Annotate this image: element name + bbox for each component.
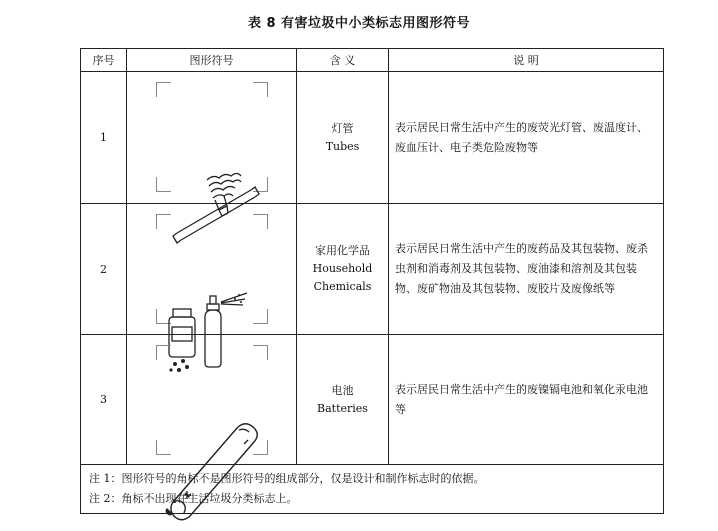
header-meaning: 含 义 (297, 49, 389, 72)
symbol-cell (127, 72, 297, 204)
meaning-en: Tubes (325, 139, 360, 153)
meaning-cn: 灯管 (331, 121, 354, 135)
battery-icon (127, 400, 297, 529)
header-number: 序号 (81, 49, 127, 72)
header-row (81, 49, 664, 72)
row-number: 3 (81, 335, 127, 465)
symbols-table (80, 48, 664, 514)
meaning-en: Batteries (317, 401, 368, 415)
note-2: 注 2：角标不出现在生活垃圾分类标志上。 (89, 492, 298, 505)
header-symbol: 图形符号 (127, 49, 297, 72)
row-number: 1 (81, 72, 127, 204)
meaning-cell (297, 335, 389, 465)
meaning-cn: 家用化学品 (315, 244, 370, 257)
table-row (81, 72, 664, 204)
row-number: 2 (81, 204, 127, 335)
description-cell: 表示居民日常生活中产生的废镍镉电池和氧化汞电池等 (389, 335, 664, 465)
symbol-cell (127, 335, 297, 465)
table-row (81, 204, 664, 335)
symbol-cell (127, 204, 297, 335)
note-1: 注 1：图形符号的角标不是图形符号的组成部分，仅是设计和制作标志时的依据。 (89, 472, 485, 485)
description-cell: 表示居民日常生活中产生的废药品及其包装物、废杀虫剂和消毒剂及其包装物、废油漆和溶剂及其包装物、废矿物油及其包装物、废胶片及废像纸等 (389, 204, 664, 335)
meaning-en: Household Chemicals (312, 262, 373, 293)
meaning-cell (297, 204, 389, 335)
meaning-cell (297, 72, 389, 204)
table-title: 表 8 有害垃圾中小类标志用图形符号 (247, 16, 471, 31)
header-description: 说 明 (389, 49, 664, 72)
description-cell: 表示居民日常生活中产生的废荧光灯管、废温度计、废血压计、电子类危险废物等 (389, 72, 664, 204)
table-row (81, 335, 664, 465)
meaning-cn: 电池 (331, 383, 354, 397)
